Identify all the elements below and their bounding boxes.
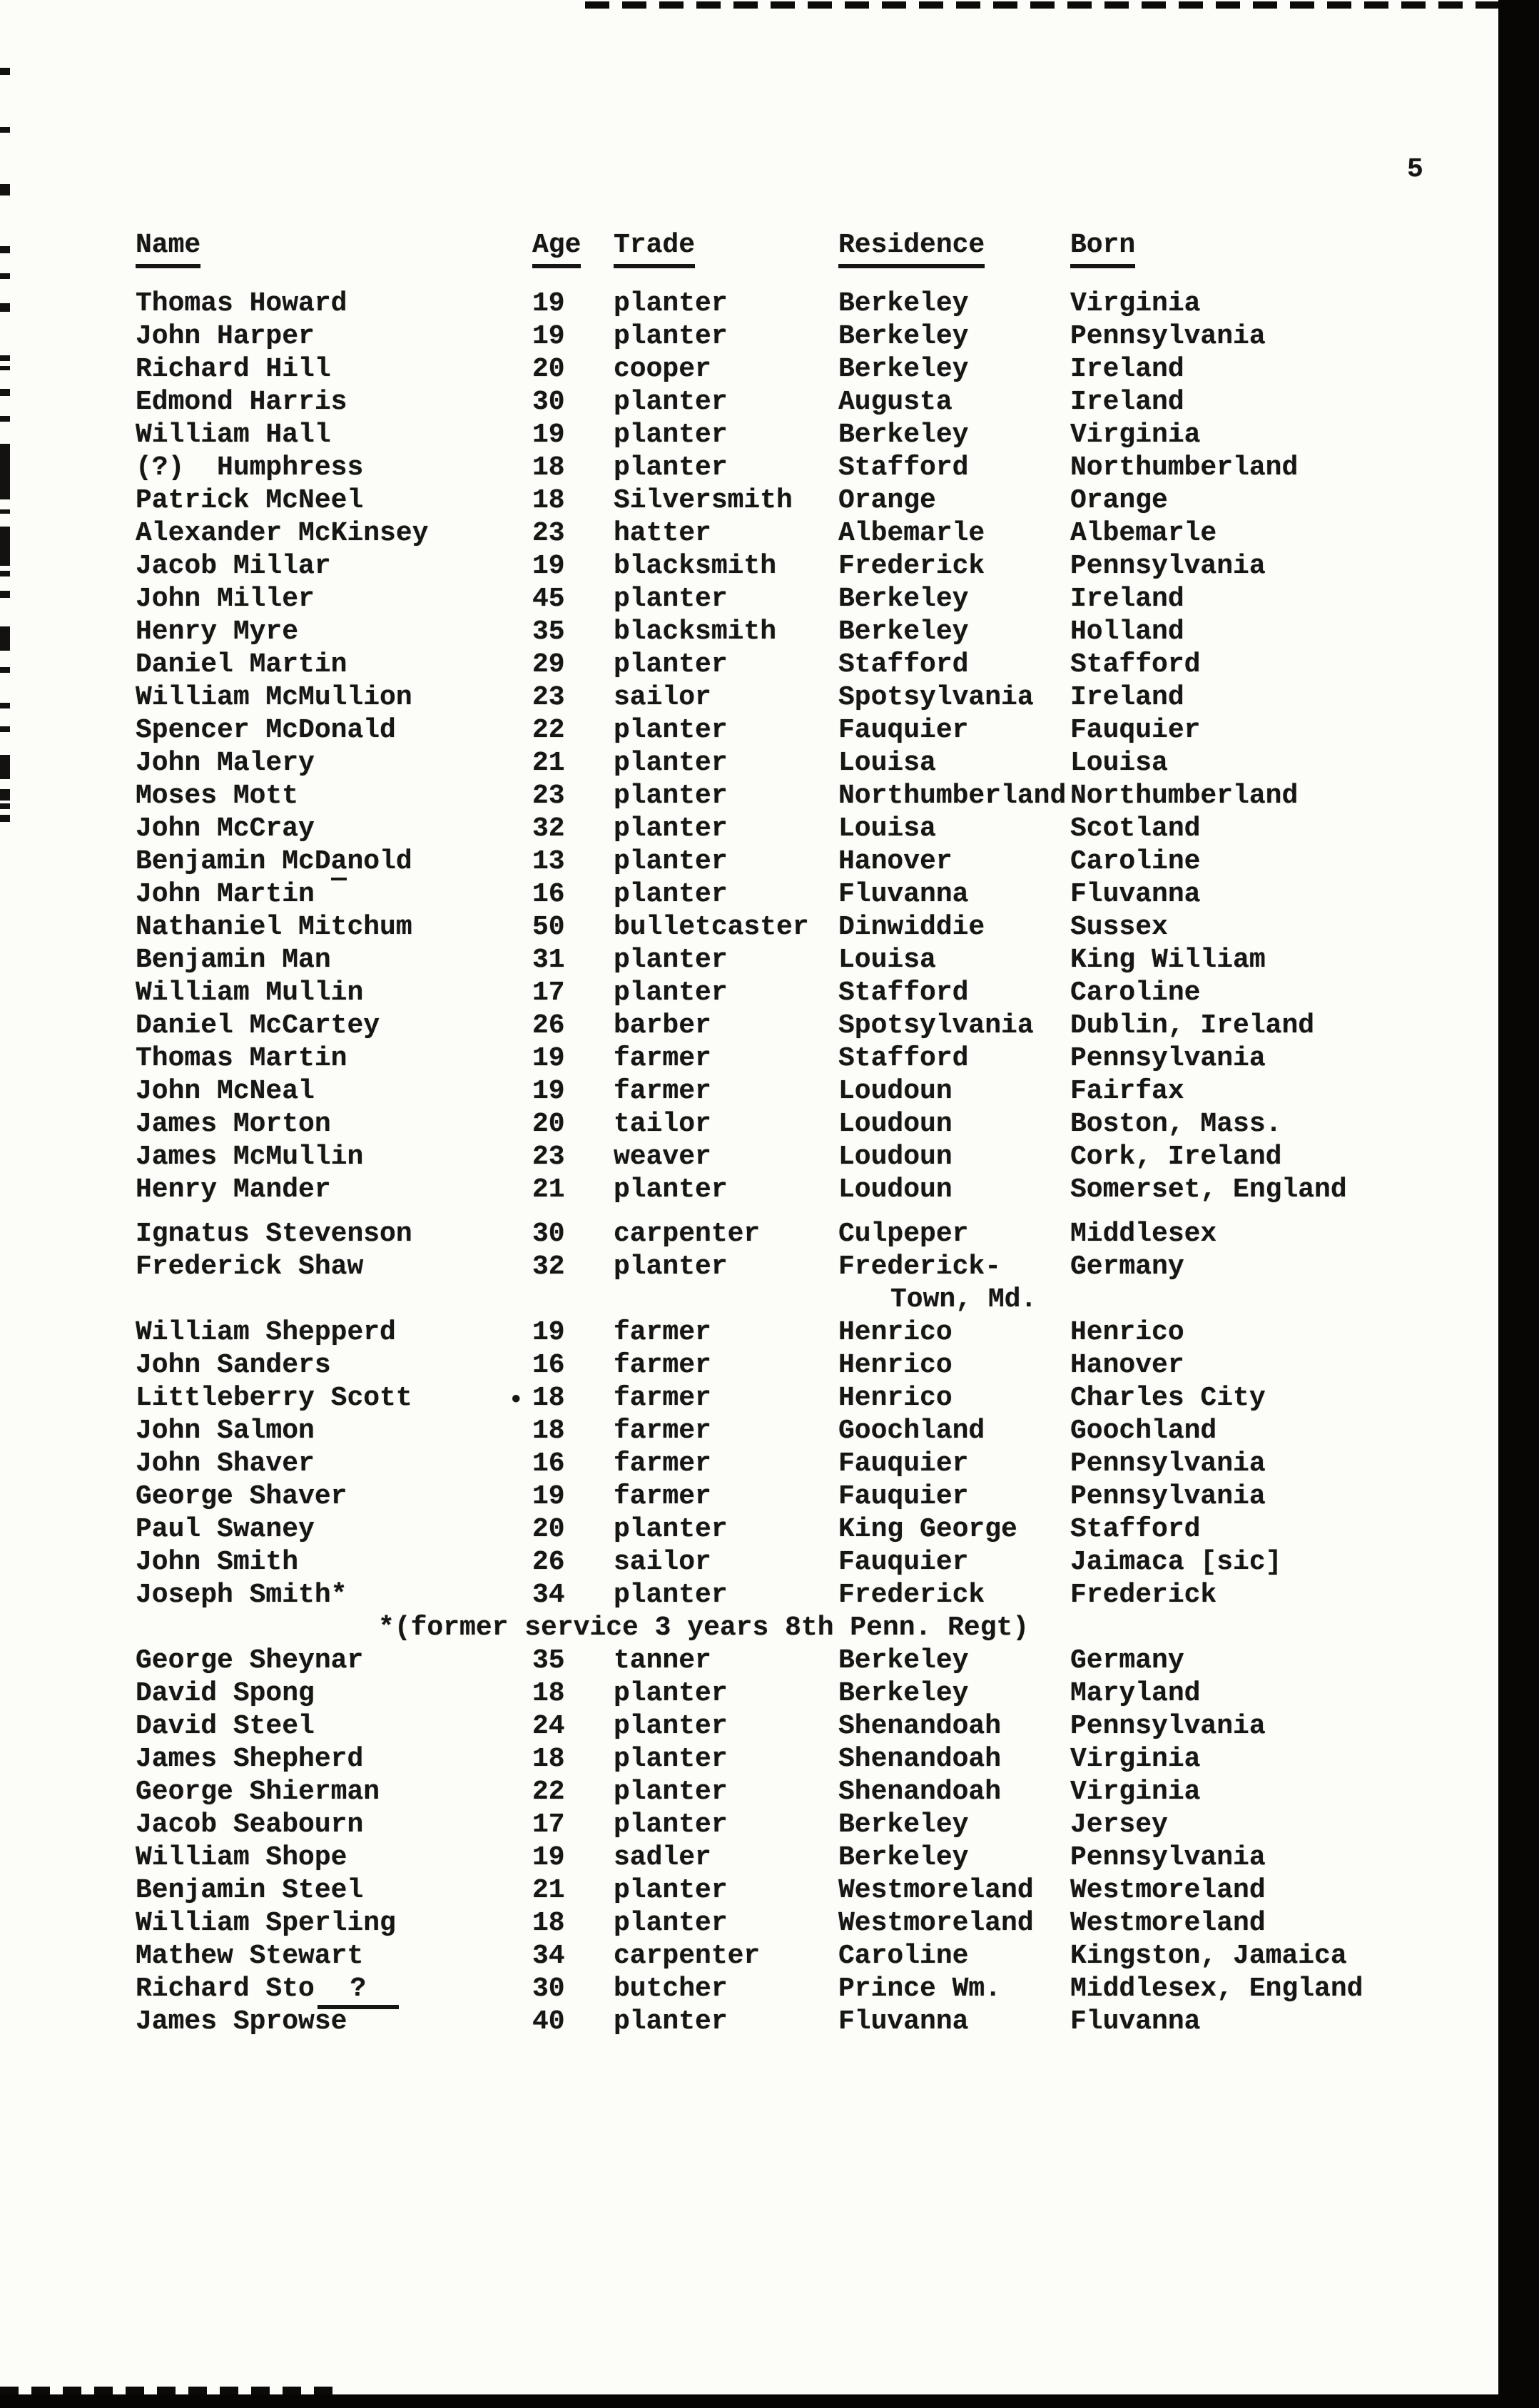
row-residence: Loudoun (838, 1142, 953, 1172)
row-trade: planter (614, 813, 728, 844)
row-trade: planter (614, 1777, 728, 1807)
underlined-letter: a (331, 846, 347, 880)
row-trade: planter (614, 2006, 728, 2037)
row-name: Alexander McKinsey (136, 518, 429, 549)
row-name: Daniel McCartey (136, 1010, 380, 1041)
row-residence: Shenandoah (838, 1744, 1002, 1774)
row-age: 22 (532, 1777, 565, 1807)
row-name: Henry Mander (136, 1174, 331, 1205)
row-born: Pennsylvania (1070, 1842, 1266, 1873)
row-residence: Frederick- (838, 1251, 1002, 1282)
scan-artifact-mark (0, 667, 10, 673)
bottom-scan-edge-band (0, 2394, 1539, 2408)
row-residence: Frederick (838, 551, 985, 581)
scan-artifact-mark (0, 626, 10, 651)
row-age: 30 (532, 387, 565, 417)
row-age: 30 (532, 1219, 565, 1249)
row-residence: Loudoun (838, 1109, 953, 1139)
row-residence: Stafford (838, 1043, 969, 1074)
row-born: Fauquier (1070, 715, 1201, 746)
row-trade: planter (614, 420, 728, 450)
row-age: 20 (532, 354, 565, 385)
row-trade: carpenter (614, 1941, 761, 1971)
bottom-left-torn-edge-dashes (0, 2387, 335, 2394)
row-residence: Spotsylvania (838, 682, 1034, 713)
row-name: Ignatus Stevenson (136, 1219, 412, 1249)
row-age: 31 (532, 945, 565, 975)
row-born: Ireland (1070, 584, 1184, 614)
row-trade: farmer (614, 1383, 711, 1413)
row-age: 34 (532, 1580, 565, 1610)
row-trade: planter (614, 321, 728, 352)
row-age: 19 (532, 1043, 565, 1074)
row-name: Nathaniel Mitchum (136, 912, 412, 943)
row-age: 20 (532, 1514, 565, 1545)
row-residence: Berkeley (838, 584, 969, 614)
row-residence: Fauquier (838, 715, 969, 746)
row-residence: Augusta (838, 387, 953, 417)
row-trade: hatter (614, 518, 711, 549)
row-age: 18 (532, 1744, 565, 1774)
row-residence: Loudoun (838, 1076, 953, 1107)
scan-artifact-mark (0, 444, 10, 499)
row-name: James Morton (136, 1109, 331, 1139)
row-age: 22 (532, 715, 565, 746)
scan-artifact-mark (0, 246, 10, 253)
row-name: James Sprowse (136, 2006, 347, 2037)
column-header-age: Age (532, 230, 581, 268)
scan-artifact-mark (0, 303, 10, 312)
row-age: 19 (532, 288, 565, 319)
scan-artifact-mark (0, 509, 10, 514)
row-name: William Hall (136, 420, 331, 450)
row-name: George Shaver (136, 1481, 347, 1512)
row-age: 23 (532, 682, 565, 713)
row-residence: Berkeley (838, 1645, 969, 1676)
row-born: Virginia (1070, 288, 1201, 319)
scan-artifact-mark (0, 527, 10, 566)
row-trade: planter (614, 584, 728, 614)
row-name: William McMullion (136, 682, 412, 713)
row-trade: farmer (614, 1481, 711, 1512)
row-born: Sussex (1070, 912, 1168, 943)
row-trade: farmer (614, 1416, 711, 1446)
scan-artifact-mark (0, 389, 10, 396)
row-born: Boston, Mass. (1070, 1109, 1282, 1139)
row-trade: cooper (614, 354, 711, 385)
row-residence: Berkeley (838, 321, 969, 352)
row-residence: Stafford (838, 977, 969, 1008)
row-trade: blacksmith (614, 551, 777, 581)
ink-dot-mark: ● (511, 1390, 522, 1409)
row-born: Pennsylvania (1070, 321, 1266, 352)
row-name: John Smith (136, 1547, 299, 1578)
row-trade: butcher (614, 1973, 728, 2004)
row-trade: planter (614, 846, 728, 877)
row-age: 13 (532, 846, 565, 877)
row-age: 35 (532, 1645, 565, 1676)
row-residence: Orange (838, 485, 936, 516)
row-age: 45 (532, 584, 565, 614)
row-born: Scotland (1070, 813, 1201, 844)
row-residence: Hanover (838, 846, 953, 877)
row-age: 40 (532, 2006, 565, 2037)
row-age: 17 (532, 1809, 565, 1840)
row-age: 32 (532, 813, 565, 844)
row-trade: planter (614, 781, 728, 811)
scan-artifact-mark (0, 416, 10, 422)
row-residence: Stafford (838, 649, 969, 680)
row-age: 16 (532, 1350, 565, 1381)
row-name: Joseph Smith* (136, 1580, 347, 1610)
row-age: 50 (532, 912, 565, 943)
row-born: Pennsylvania (1070, 1711, 1266, 1742)
row-trade: planter (614, 1908, 728, 1939)
row-age: 18 (532, 1678, 565, 1709)
row-residence: Berkeley (838, 288, 969, 319)
row-born: Stafford (1070, 649, 1201, 680)
row-residence: Albemarle (838, 518, 985, 549)
row-name: William Shope (136, 1842, 347, 1873)
row-born: Jersey (1070, 1809, 1168, 1840)
row-age: 18 (532, 1383, 565, 1413)
scan-artifact-mark (0, 571, 10, 576)
row-age: 19 (532, 551, 565, 581)
row-name: William Sperling (136, 1908, 396, 1939)
top-torn-edge-dashes (585, 1, 1539, 9)
row-age: 19 (532, 1076, 565, 1107)
row-name: Daniel Martin (136, 649, 347, 680)
row-age: 18 (532, 1908, 565, 1939)
row-residence: Fauquier (838, 1547, 969, 1578)
blank-with-question-mark: ? (318, 1973, 399, 2009)
row-age: 19 (532, 1842, 565, 1873)
row-name: Paul Swaney (136, 1514, 315, 1545)
row-name: (?) Humphress (136, 452, 364, 483)
row-residence: Goochland (838, 1416, 985, 1446)
row-trade: planter (614, 649, 728, 680)
row-trade: bulletcaster (614, 912, 809, 943)
row-born: Cork, Ireland (1070, 1142, 1282, 1172)
row-name: John Sanders (136, 1350, 331, 1381)
row-name: George Sheynar (136, 1645, 364, 1676)
row-age: 29 (532, 649, 565, 680)
row-residence: Fluvanna (838, 879, 969, 910)
row-residence: Berkeley (838, 616, 969, 647)
row-born: Middlesex (1070, 1219, 1217, 1249)
row-born: Westmoreland (1070, 1908, 1266, 1939)
row-age: 20 (532, 1109, 565, 1139)
row-age: 19 (532, 1317, 565, 1348)
scan-artifact-mark (0, 815, 10, 822)
row-residence: Prince Wm. (838, 1973, 1002, 2004)
row-residence: Fauquier (838, 1448, 969, 1479)
row-trade: farmer (614, 1448, 711, 1479)
row-born: Virginia (1070, 1777, 1201, 1807)
row-trade: tailor (614, 1109, 711, 1139)
row-age: 19 (532, 321, 565, 352)
row-age: 19 (532, 1481, 565, 1512)
row-born: Jaimaca [sic] (1070, 1547, 1282, 1578)
row-age: 26 (532, 1010, 565, 1041)
row-born: Virginia (1070, 420, 1201, 450)
row-name: James Shepherd (136, 1744, 364, 1774)
row-born: Caroline (1070, 846, 1201, 877)
row-name: George Shierman (136, 1777, 380, 1807)
row-residence: Louisa (838, 813, 936, 844)
row-residence: Caroline (838, 1941, 969, 1971)
row-name: Richard Hill (136, 354, 331, 385)
row-age: 17 (532, 977, 565, 1008)
row-age: 21 (532, 1875, 565, 1906)
row-born: Pennsylvania (1070, 1481, 1266, 1512)
row-residence: Berkeley (838, 354, 969, 385)
row-name: Thomas Howard (136, 288, 347, 319)
right-scan-edge-band (1498, 0, 1539, 2408)
row-age: 21 (532, 1174, 565, 1205)
row-residence: Henrico (838, 1350, 953, 1381)
row-name: Mathew Stewart (136, 1941, 364, 1971)
row-trade: sailor (614, 682, 711, 713)
row-born: Northumberland (1070, 781, 1299, 811)
row-name: John Shaver (136, 1448, 315, 1479)
row-name: Benjamin Steel (136, 1875, 364, 1906)
row-trade: barber (614, 1010, 711, 1041)
row-residence: Fauquier (838, 1481, 969, 1512)
row-residence: Berkeley (838, 420, 969, 450)
row-trade: carpenter (614, 1219, 761, 1249)
row-trade: planter (614, 1875, 728, 1906)
row-trade: planter (614, 1174, 728, 1205)
row-residence: Frederick (838, 1580, 985, 1610)
row-trade: planter (614, 452, 728, 483)
row-name: Frederick Shaw (136, 1251, 364, 1282)
row-born: Germany (1070, 1645, 1184, 1676)
row-residence: Henrico (838, 1317, 953, 1348)
row-residence: Westmoreland (838, 1908, 1034, 1939)
row-trade: tanner (614, 1645, 711, 1676)
row-born: Ireland (1070, 682, 1184, 713)
row-residence: King George (838, 1514, 1017, 1545)
row-born: Fluvanna (1070, 879, 1201, 910)
row-residence: Louisa (838, 748, 936, 778)
row-born: Fairfax (1070, 1076, 1184, 1107)
row-name: John Miller (136, 584, 315, 614)
row-age: 23 (532, 781, 565, 811)
row-residence: Dinwiddie (838, 912, 985, 943)
row-born: Caroline (1070, 977, 1201, 1008)
row-residence: Berkeley (838, 1678, 969, 1709)
row-born: Ireland (1070, 354, 1184, 385)
row-name: Benjamin McDanold (136, 846, 412, 878)
row-age: 18 (532, 485, 565, 516)
row-born: Kingston, Jamaica (1070, 1941, 1347, 1971)
row-residence: Fluvanna (838, 2006, 969, 2037)
row-trade: Silversmith (614, 485, 793, 516)
row-residence: Berkeley (838, 1809, 969, 1840)
scan-artifact-mark (0, 755, 10, 779)
row-residence: Spotsylvania (838, 1010, 1034, 1041)
scan-artifact-mark (0, 68, 10, 75)
row-name: Jacob Seabourn (136, 1809, 364, 1840)
row-age: 32 (532, 1251, 565, 1282)
row-name: John McNeal (136, 1076, 315, 1107)
row-trade: planter (614, 748, 728, 778)
footnote-former-service: *(former service 3 years 8th Penn. Regt) (378, 1612, 1030, 1643)
row-name: Littleberry Scott (136, 1383, 412, 1413)
row-trade: farmer (614, 1043, 711, 1074)
row-name: John McCray (136, 813, 315, 844)
row-born: Middlesex, England (1070, 1973, 1363, 2004)
row-trade: planter (614, 1514, 728, 1545)
scan-artifact-mark (0, 591, 10, 598)
row-born: Virginia (1070, 1744, 1201, 1774)
row-age: 18 (532, 452, 565, 483)
row-trade: planter (614, 879, 728, 910)
row-age: 23 (532, 518, 565, 549)
row-born: Maryland (1070, 1678, 1201, 1709)
column-header-born: Born (1070, 230, 1135, 268)
column-header-residence: Residence (838, 230, 985, 268)
row-trade: planter (614, 1744, 728, 1774)
row-residence: Shenandoah (838, 1777, 1002, 1807)
row-born: Goochland (1070, 1416, 1217, 1446)
row-trade: planter (614, 1580, 728, 1610)
row-born: Pennsylvania (1070, 1043, 1266, 1074)
row-name: Henry Myre (136, 616, 299, 647)
scan-artifact-mark (0, 803, 10, 809)
row-trade: farmer (614, 1076, 711, 1107)
row-residence-continuation: Town, Md. (890, 1284, 1037, 1315)
row-born: Louisa (1070, 748, 1168, 778)
row-name: Jacob Millar (136, 551, 331, 581)
row-name: William Mullin (136, 977, 364, 1008)
row-trade: planter (614, 945, 728, 975)
row-born: Henrico (1070, 1317, 1184, 1348)
row-age: 23 (532, 1142, 565, 1172)
row-trade: sadler (614, 1842, 711, 1873)
row-trade: planter (614, 1251, 728, 1282)
row-age: 16 (532, 1448, 565, 1479)
row-trade: planter (614, 715, 728, 746)
row-age: 24 (532, 1711, 565, 1742)
row-trade: weaver (614, 1142, 711, 1172)
row-trade: farmer (614, 1350, 711, 1381)
row-trade: sailor (614, 1547, 711, 1578)
row-born: Frederick (1070, 1580, 1217, 1610)
row-born: Germany (1070, 1251, 1184, 1282)
row-age: 34 (532, 1941, 565, 1971)
row-born: Westmoreland (1070, 1875, 1266, 1906)
row-born: Hanover (1070, 1350, 1184, 1381)
row-age: 16 (532, 879, 565, 910)
scan-artifact-mark (0, 184, 10, 195)
row-name: James McMullin (136, 1142, 364, 1172)
row-name: John Salmon (136, 1416, 315, 1446)
row-residence: Berkeley (838, 1842, 969, 1873)
row-name: Moses Mott (136, 781, 299, 811)
row-age: 18 (532, 1416, 565, 1446)
scan-artifact-mark (0, 127, 10, 133)
row-name: Spencer McDonald (136, 715, 396, 746)
page-number: 5 (1407, 154, 1423, 185)
row-age: 19 (532, 420, 565, 450)
row-residence: Northumberland (838, 781, 1067, 811)
row-trade: planter (614, 1711, 728, 1742)
scan-artifact-mark (0, 366, 10, 370)
scan-artifact-mark (0, 273, 10, 279)
row-trade: farmer (614, 1317, 711, 1348)
row-born: Pennsylvania (1070, 1448, 1266, 1479)
row-residence: Culpeper (838, 1219, 969, 1249)
row-born: Fluvanna (1070, 2006, 1201, 2037)
row-name: John Malery (136, 748, 315, 778)
row-born: Ireland (1070, 387, 1184, 417)
row-trade: blacksmith (614, 616, 777, 647)
row-name: John Martin (136, 879, 315, 910)
row-born: Pennsylvania (1070, 551, 1266, 581)
row-born: Somerset, England (1070, 1174, 1347, 1205)
column-header-name: Name (136, 230, 200, 268)
row-born: Holland (1070, 616, 1184, 647)
row-trade: planter (614, 1809, 728, 1840)
row-born: Albemarle (1070, 518, 1217, 549)
row-born: Dublin, Ireland (1070, 1010, 1315, 1041)
row-trade: planter (614, 387, 728, 417)
row-residence: Westmoreland (838, 1875, 1034, 1906)
row-name: David Spong (136, 1678, 315, 1709)
row-residence: Louisa (838, 945, 936, 975)
row-born: Orange (1070, 485, 1168, 516)
row-born: Charles City (1070, 1383, 1266, 1413)
row-age: 30 (532, 1973, 565, 2004)
scan-artifact-mark (0, 703, 10, 708)
scan-artifact-mark (0, 726, 10, 732)
row-trade: planter (614, 288, 728, 319)
row-residence: Henrico (838, 1383, 953, 1413)
row-name: David Steel (136, 1711, 315, 1742)
row-age: 26 (532, 1547, 565, 1578)
row-born: King William (1070, 945, 1266, 975)
row-residence: Stafford (838, 452, 969, 483)
row-trade: planter (614, 1678, 728, 1709)
row-name: William Shepperd (136, 1317, 396, 1348)
row-age: 21 (532, 748, 565, 778)
row-name: Edmond Harris (136, 387, 347, 417)
column-header-trade: Trade (614, 230, 695, 268)
row-age: 35 (532, 616, 565, 647)
row-name: Patrick McNeel (136, 485, 364, 516)
scan-artifact-mark (0, 789, 10, 801)
row-residence: Loudoun (838, 1174, 953, 1205)
row-name: Thomas Martin (136, 1043, 347, 1074)
row-name: John Harper (136, 321, 315, 352)
row-residence: Shenandoah (838, 1711, 1002, 1742)
row-name: Richard Sto ? (136, 1973, 399, 2009)
row-born: Stafford (1070, 1514, 1201, 1545)
row-trade: planter (614, 977, 728, 1008)
row-name: Benjamin Man (136, 945, 331, 975)
scan-artifact-mark (0, 355, 10, 361)
row-born: Northumberland (1070, 452, 1299, 483)
